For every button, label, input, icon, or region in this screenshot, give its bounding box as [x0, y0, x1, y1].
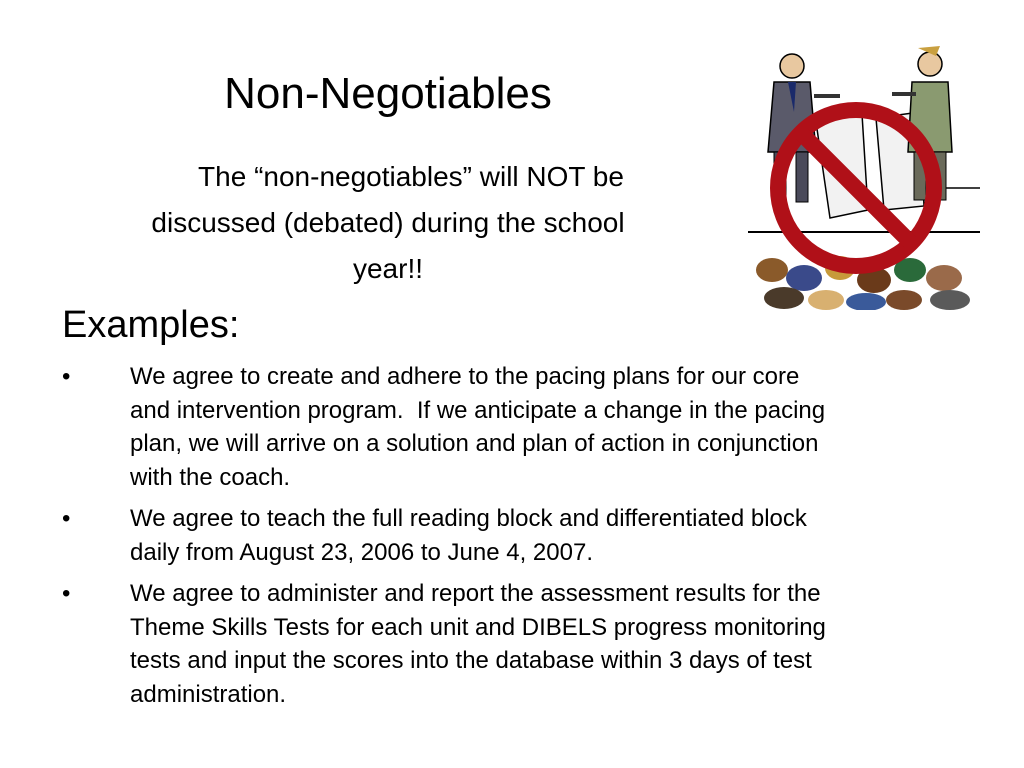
- bullet-glyph: •: [62, 363, 71, 390]
- subtitle-line: discussed (debated) during the school: [151, 207, 625, 238]
- bullet-glyph: •: [62, 580, 71, 607]
- examples-list: [62, 360, 982, 719]
- list-item: [62, 577, 982, 711]
- list-item: [62, 502, 982, 569]
- list-item-line: daily from August 23, 2006 to June 4, 2007.: [130, 538, 593, 566]
- bullet-glyph: •: [62, 505, 71, 532]
- list-item-line: We agree to create and adhere to the pacing plans for our core: [130, 363, 800, 390]
- list-item-line: Theme Skills Tests for each unit and DIBELS progress monitoring: [130, 613, 826, 641]
- list-item-line: and intervention program. If we anticipate a change in the pacing: [130, 396, 826, 424]
- subtitle-line: year!!: [352, 253, 424, 284]
- subtitle: [88, 154, 688, 292]
- slide-title: Non-Negotiables: [224, 69, 552, 118]
- list-item-line: We agree to administer and report the assessment results for the: [130, 580, 821, 607]
- list-item: [62, 360, 982, 494]
- no-debate-clipart: [744, 42, 984, 310]
- list-item-line: administration.: [130, 680, 287, 708]
- list-item-line: tests and input the scores into the database within 3 days of test: [130, 647, 812, 674]
- examples-heading: Examples:: [62, 304, 240, 346]
- no-debate-prohibition-icon: [744, 42, 984, 310]
- subtitle-line: The “non-negotiables” will NOT be: [198, 161, 624, 192]
- list-item-line: plan, we will arrive on a solution and plan of action in conjunction: [130, 430, 819, 457]
- list-item-line: with the coach.: [130, 463, 291, 491]
- list-item-line: We agree to teach the full reading block and differentiated block: [130, 505, 807, 532]
